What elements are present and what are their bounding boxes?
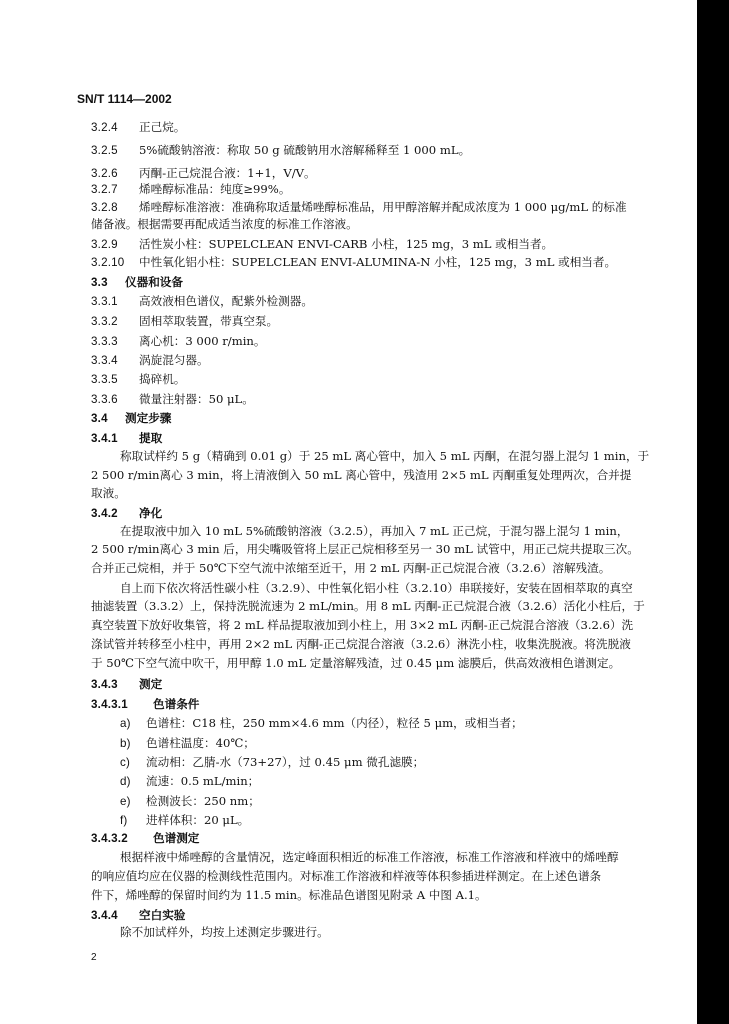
- item-3-3-6: [91, 391, 254, 408]
- clause-number: 3.3.3: [91, 335, 118, 348]
- clause-text: 固相萃取装置，带真空泵。: [139, 314, 279, 328]
- section-number: 3.4: [91, 412, 108, 425]
- section-title: 仪器和设备: [125, 275, 183, 289]
- list-marker: d): [120, 775, 131, 788]
- clause-number: 3.2.7: [91, 183, 118, 196]
- list-item: [120, 773, 259, 790]
- paragraph-line: 件下，烯唑醇的保留时间约为 11.5 min。标准品色谱图见附录 A 中图 A.1。: [91, 888, 487, 902]
- list-item: [120, 793, 260, 810]
- section-number: 3.4.2: [91, 507, 118, 520]
- clause-number: 3.3.6: [91, 393, 118, 406]
- list-item: [120, 715, 523, 732]
- paragraph-line: 于 50℃下空气流中吹干，用甲醇 1.0 mL 定量溶解残渣，过 0.45 μm 滤膜后，供高效液相色谱测定。: [91, 656, 621, 670]
- item-3-3-5: [91, 371, 185, 388]
- list-item: [120, 735, 255, 752]
- section-number: 3.4.1: [91, 432, 118, 445]
- paragraph-line: 的响应值均应在仪器的检测线性范围内。对标准工作溶液和样液等体积参插进样测定。在上述色谱条: [91, 869, 602, 883]
- item-3-3-3: [91, 333, 265, 350]
- paragraph-line: 除不加试样外，均按上述测定步骤进行。: [120, 925, 329, 939]
- list-marker: a): [120, 717, 131, 730]
- clause-text: 高效液相色谱仪，配紫外检测器。: [139, 294, 313, 308]
- section-3-4-heading: [91, 410, 171, 427]
- item-3-2-6: [91, 165, 316, 182]
- clause-number: 3.3.1: [91, 295, 118, 308]
- paragraph-line: 在提取液中加入 10 mL 5%硫酸钠溶液（3.2.5），再加入 7 mL 正己烷，于混匀器上混匀 1 min，: [120, 524, 629, 538]
- section-title: 测定步骤: [125, 411, 172, 425]
- clause-number: 3.3.5: [91, 373, 118, 386]
- section-number: 3.4.4: [91, 909, 118, 922]
- clause-text: 丙酮-正己烷混合液：1+1，V/V。: [139, 166, 316, 180]
- section-number: 3.4.3.1: [91, 698, 128, 711]
- list-marker: f): [120, 814, 128, 827]
- list-text: 检测波长：250 nm；: [146, 794, 260, 808]
- item-3-2-10: [91, 254, 616, 271]
- clause-number: 3.3.4: [91, 354, 118, 367]
- section-title: 色谱条件: [153, 697, 200, 711]
- item-3-3-4: [91, 352, 209, 369]
- paragraph-line: 合并正己烷相，并于 50℃下空气流中浓缩至近干，用 2 mL 丙酮-正己烷混合液（3.2.6）溶解残渣。: [91, 561, 611, 575]
- section-title: 色谱测定: [153, 831, 200, 845]
- list-item: [120, 754, 424, 771]
- section-3-4-3-2-heading: [91, 830, 199, 847]
- clause-text: 捣碎机。: [139, 372, 186, 386]
- standard-number: SN/T 1114—2002: [77, 92, 172, 106]
- clause-number: 3.2.6: [91, 167, 118, 180]
- list-marker: c): [120, 756, 131, 769]
- clause-number: 3.2.10: [91, 256, 125, 269]
- clause-text: 5%硫酸钠溶液：称取 50 g 硫酸钠用水溶解稀释至 1 000 mL。: [139, 143, 471, 157]
- clause-number: 3.2.9: [91, 238, 118, 251]
- clause-text: 微量注射器：50 μL。: [139, 392, 254, 406]
- clause-text: 烯唑醇标准溶液：准确称取适量烯唑醇标准品，用甲醇溶解并配成浓度为 1 000 μg/mL 的标准: [139, 200, 627, 214]
- item-3-2-9: [91, 236, 553, 253]
- section-3-4-4-heading: [91, 907, 185, 924]
- paragraph-line: 2 500 r/min离心 3 min，将上清液倒入 50 mL 离心管中，残渣用 2×5 mL 丙酮重复处理两次，合并提: [91, 468, 632, 482]
- list-text: 色谱柱：C18 柱，250 mm×4.6 mm（内径），粒径 5 μm，或相当者；: [146, 716, 523, 730]
- section-number: 3.4.3: [91, 678, 118, 691]
- list-text: 流动相：乙腈-水（73+27），过 0.45 μm 微孔滤膜；: [146, 755, 425, 769]
- paragraph-line: 称取试样约 5 g（精确到 0.01 g）于 25 mL 离心管中，加入 5 mL 丙酮，在混匀器上混匀 1 min，于: [120, 449, 650, 463]
- list-text: 流速：0.5 mL/min；: [146, 774, 260, 788]
- clause-number: 3.2.8: [91, 201, 118, 214]
- paragraph-line: 涤试管并转移至小柱中，再用 2×2 mL 丙酮-正己烷混合溶液（3.2.6）淋洗小柱，收集洗脱液。将洗脱液: [91, 637, 631, 651]
- section-title: 提取: [139, 431, 163, 445]
- item-3-2-8: [91, 199, 627, 216]
- paragraph-line: 根据样液中烯唑醇的含量情况，选定峰面积相近的标准工作溶液，标准工作溶液和样液中的烯唑醇: [120, 850, 619, 864]
- item-3-2-5: [91, 142, 470, 159]
- paragraph-line: 自上而下依次将活性碳小柱（3.2.9）、中性氧化铝小柱（3.2.10）串联接好，安装在固相萃取的真空: [120, 581, 633, 595]
- section-title: 净化: [139, 506, 163, 520]
- section-3-4-1-heading: [91, 430, 162, 447]
- list-item: [120, 812, 249, 829]
- clause-text: 活性炭小柱：SUPELCLEAN ENVI-CARB 小柱，125 mg，3 mL 或相当者。: [139, 237, 554, 251]
- section-3-4-3-1-heading: [91, 696, 199, 713]
- section-3-4-3-heading: [91, 676, 162, 693]
- section-number: 3.4.3.2: [91, 832, 128, 845]
- list-text: 色谱柱温度：40℃；: [146, 736, 255, 750]
- clause-number: 3.3.2: [91, 315, 118, 328]
- list-marker: e): [120, 795, 131, 808]
- item-3-3-1: [91, 293, 313, 310]
- clause-text: 正己烷。: [139, 120, 186, 134]
- paragraph-line: 真空装置下放好收集管，将 2 mL 样品提取液加到小柱上，用 3×2 mL 丙酮-正己烷混合溶液（3.2.6）洗: [91, 618, 634, 632]
- clause-text: 烯唑醇标准品：纯度≥99%。: [139, 182, 291, 196]
- section-3-3-heading: [91, 274, 183, 291]
- item-3-2-4: [91, 119, 185, 136]
- clause-text: 离心机：3 000 r/min。: [139, 334, 266, 348]
- clause-text: 涡旋混匀器。: [139, 353, 209, 367]
- section-title: 测定: [139, 677, 163, 691]
- section-title: 空白实验: [139, 908, 186, 922]
- page-number: 2: [91, 952, 97, 963]
- item-3-2-8-cont: 储备液。根据需要再配成适当浓度的标准工作溶液。: [91, 217, 358, 231]
- paragraph-line: 取液。: [91, 486, 126, 500]
- section-3-4-2-heading: [91, 505, 162, 522]
- list-marker: b): [120, 737, 131, 750]
- paragraph-line: 抽滤装置（3.3.2）上，保持洗脱流速为 2 mL/min。用 8 mL 丙酮-正己烷混合液（3.2.6）活化小柱后，于: [91, 599, 645, 613]
- item-3-3-2: [91, 313, 278, 330]
- clause-number: 3.2.5: [91, 144, 118, 157]
- clause-number: 3.2.4: [91, 121, 118, 134]
- item-3-2-7: [91, 181, 290, 198]
- paragraph-line: 2 500 r/min离心 3 min 后，用尖嘴吸管将上层正己烷相移至另一 30 mL 试管中，用正己烷共提取三次。: [91, 542, 639, 556]
- section-number: 3.3: [91, 276, 108, 289]
- list-text: 进样体积：20 μL。: [146, 813, 250, 827]
- clause-text: 中性氧化铝小柱：SUPELCLEAN ENVI-ALUMINA-N 小柱，125 mg，3 mL 或相当者。: [139, 255, 617, 269]
